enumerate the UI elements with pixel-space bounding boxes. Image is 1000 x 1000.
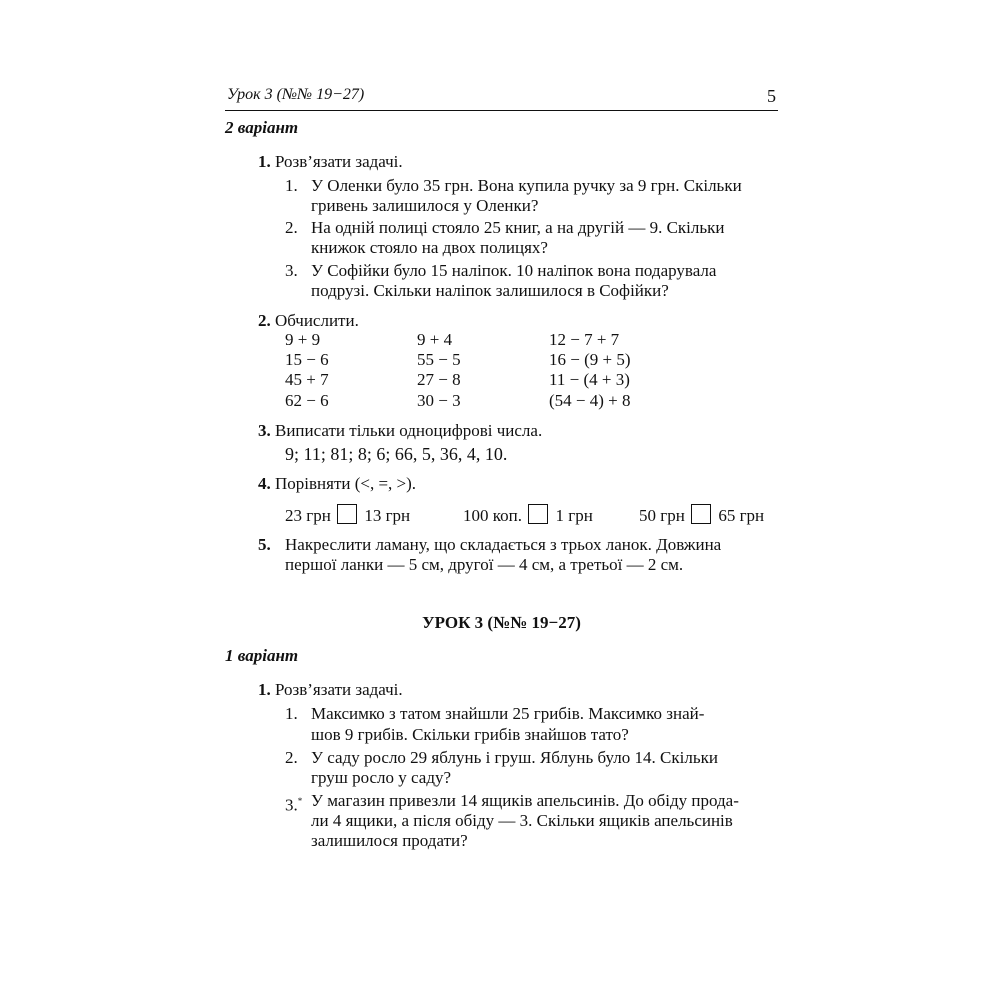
expression: 12 − 7 + 7 <box>549 330 620 349</box>
problem-number: 1. <box>285 704 298 723</box>
answer-box[interactable] <box>528 504 548 524</box>
expression: 27 − 8 <box>417 370 461 389</box>
problem-number: 2. <box>285 218 298 237</box>
task-number: 3. <box>258 421 271 440</box>
problem-line: У саду росло 29 яблунь і груш. Яблунь було 14. Скільки <box>311 748 718 767</box>
problem-line: шов 9 грибів. Скільки грибів знайшов тато? <box>311 725 629 744</box>
comparison-pair <box>463 504 593 526</box>
lesson-title: УРОК 3 (№№ 19−27) <box>422 613 581 632</box>
problem-line: ли 4 ящики, а після обіду — 3. Скільки ящиків апельсинів <box>311 811 733 830</box>
expression: 9 + 4 <box>417 330 453 349</box>
task-3-header <box>258 421 542 441</box>
number-list: 9; 11; 81; 8; 6; 66, 5, 36, 4, 10. <box>285 444 508 464</box>
header-rule <box>225 110 778 111</box>
comparison-pair <box>639 504 764 526</box>
expression: (54 − 4) + 8 <box>549 391 631 410</box>
task-text: першої ланки — 5 см, другої — 4 см, а третьої — 2 см. <box>285 555 684 574</box>
comparison-right: 13 грн <box>364 506 411 525</box>
task-text: Виписати тільки одноцифрові числа. <box>275 421 543 440</box>
variant-2-title: 2 варіант <box>225 118 299 137</box>
task-text: Накреслити ламану, що складається з трьох ланок. Довжина <box>285 535 722 554</box>
variant-1-title: 1 варіант <box>225 646 299 665</box>
problem-number: 1. <box>285 176 298 195</box>
comparison-right: 65 грн <box>718 506 765 525</box>
answer-box[interactable] <box>691 504 711 524</box>
task-text: Розв’язати задачі. <box>275 152 403 171</box>
comparison-left: 50 грн <box>639 506 685 525</box>
problem-number: 3. <box>285 261 298 280</box>
comparison-left: 23 грн <box>285 506 331 525</box>
problem-line: залишилося продати? <box>311 831 468 850</box>
problem-line: Максимко з татом знайшли 25 грибів. Максимко знай- <box>311 704 705 723</box>
task-number: 5. <box>258 535 271 554</box>
task-text: Обчислити. <box>275 311 359 330</box>
problem-line: У Оленки було 35 грн. Вона купила ручку за 9 грн. Скільки <box>311 176 742 195</box>
problem-number: 2. <box>285 748 298 767</box>
problem-line: На одній полиці стояло 25 книг, а на другій — 9. Скільки <box>311 218 725 237</box>
task-text: Розв’язати задачі. <box>275 680 403 699</box>
task-1-header <box>258 680 403 700</box>
problem-number: 3.* <box>285 795 303 815</box>
task-number: 4. <box>258 474 271 493</box>
page-number: 5 <box>767 86 776 106</box>
comparison-pair <box>285 504 410 526</box>
task-text: Порівняти (<, =, >). <box>275 474 417 493</box>
running-title: Урок 3 (№№ 19−27) <box>227 86 365 103</box>
comparison-left: 100 коп. <box>463 506 522 525</box>
expression: 11 − (4 + 3) <box>549 370 630 389</box>
star-mark: * <box>297 796 303 806</box>
task-1-header <box>258 152 403 172</box>
expression: 30 − 3 <box>417 391 461 410</box>
book-page <box>225 0 778 1000</box>
task-4-header <box>258 474 416 494</box>
expression: 15 − 6 <box>285 350 329 369</box>
expression: 62 − 6 <box>285 391 329 410</box>
expression: 16 − (9 + 5) <box>549 350 631 369</box>
problem-line: гривень залишилося у Оленки? <box>311 196 539 215</box>
problem-line: У Софійки було 15 наліпок. 10 наліпок вона подарувала <box>311 261 717 280</box>
task-2-header <box>258 311 359 331</box>
expression: 45 + 7 <box>285 370 329 389</box>
problem-line: груш росло у саду? <box>311 768 452 787</box>
problem-line: книжок стояло на двох полицях? <box>311 238 548 257</box>
answer-box[interactable] <box>337 504 357 524</box>
task-number: 2. <box>258 311 271 330</box>
task-number: 1. <box>258 152 271 171</box>
task-number: 1. <box>258 680 271 699</box>
problem-line: У магазин привезли 14 ящиків апельсинів. До обіду прода- <box>311 791 739 810</box>
expression: 9 + 9 <box>285 330 321 349</box>
comparison-right: 1 грн <box>555 506 593 525</box>
expression: 55 − 5 <box>417 350 461 369</box>
problem-line: подрузі. Скільки наліпок залишилося в Софійки? <box>311 281 669 300</box>
